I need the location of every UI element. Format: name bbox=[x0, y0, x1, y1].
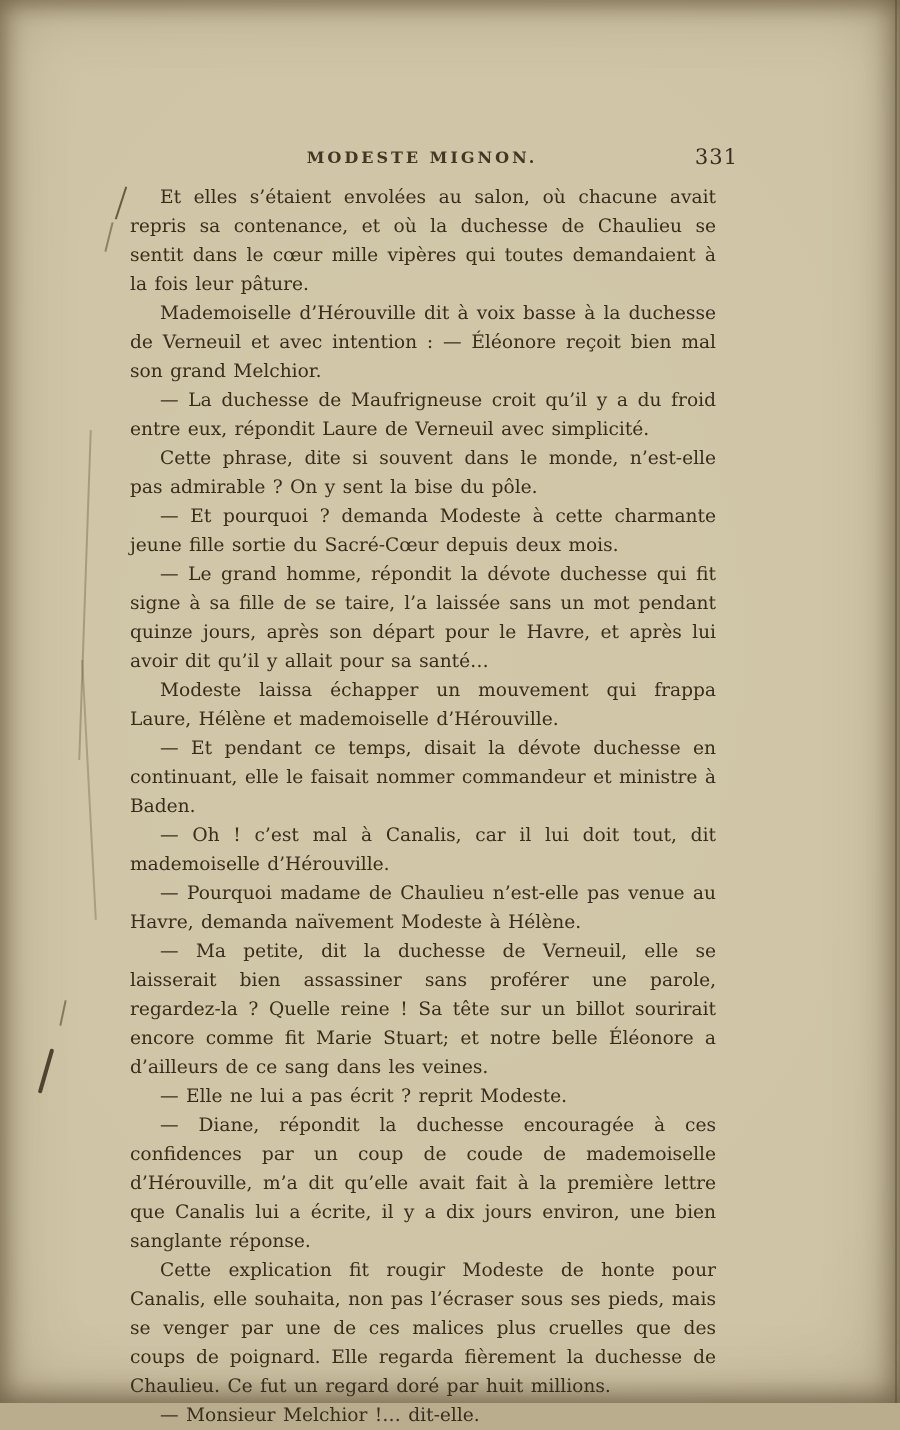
page-header bbox=[130, 145, 738, 178]
margin-ink-stroke bbox=[59, 1000, 66, 1026]
paragraph: — Oh ! c’est mal à Canalis, car il lui doit tout, dit mademoiselle d’Hérouville. bbox=[130, 825, 716, 875]
paragraph: — La duchesse de Maufrigneuse croit qu’il y a du froid entre eux, répondit Laure de Verneuil avec simplicité. bbox=[130, 390, 716, 440]
margin-pen-mark bbox=[81, 660, 96, 920]
paragraph: — Le grand homme, répondit la dévote duchesse qui fit signe à sa fille de se taire, l’a laissée sans un mot pendant quinze jours, après son départ pour le Havre, et après lui avoir dit qu’il y allait pour sa santé… bbox=[130, 564, 716, 672]
margin-ink-stroke bbox=[38, 1048, 55, 1093]
paragraph: — Pourquoi madame de Chaulieu n’est-elle pas venue au Havre, demanda naïvement Modeste à Hélène. bbox=[130, 883, 716, 933]
paragraph: — Et pendant ce temps, disait la dévote duchesse en continuant, elle le faisait nommer commandeur et ministre à Baden. bbox=[130, 738, 716, 817]
paragraph: — Elle ne lui a pas écrit ? reprit Modeste. bbox=[160, 1086, 568, 1107]
paragraph: — Et pourquoi ? demanda Modeste à cette charmante jeune fille sortie du Sacré-Cœur depuis deux mois. bbox=[130, 506, 716, 556]
paragraph: Cette explication fit rougir Modeste de honte pour Canalis, elle souhaita, non pas l’écraser sous ses pieds, mais se venger par une de ces malices plus cruelles que des coups de poignard. Elle regarda fièrement la duchesse de Chaulieu. Ce fut un regard doré par huit millions. bbox=[130, 1260, 716, 1397]
page-number: 331 bbox=[694, 145, 738, 169]
running-title: MODESTE MIGNON. bbox=[306, 148, 538, 167]
paragraph: Et elles s’étaient envolées au salon, où chacune avait repris sa contenance, et où la duchesse de Chaulieu se sentit dans le cœur mille vipères qui toutes demandaient à la fois leur pâture. bbox=[130, 187, 716, 295]
paragraph: Mademoiselle d’Hérouville dit à voix basse à la duchesse de Verneuil et avec intention : — Éléonore reçoit bien mal son grand Melchior. bbox=[130, 303, 716, 382]
paragraph: Cette phrase, dite si souvent dans le monde, n’est-elle pas admirable ? On y sent la bise du pôle. bbox=[130, 448, 716, 498]
paragraph: — Monsieur Melchior !… dit-elle. bbox=[160, 1405, 480, 1426]
body-text bbox=[130, 183, 716, 1430]
paragraph: — Ma petite, dit la duchesse de Verneuil, elle se laisserait bien assassiner sans proférer une parole, regardez-la ? Quelle reine ! Sa tête sur un billot sourirait encore comme fit Marie Stuart; et notre belle Éléonore a d’ailleurs de ce sang dans les veines. bbox=[130, 941, 716, 1078]
paragraph: Modeste laissa échapper un mouvement qui frappa Laure, Hélène et mademoiselle d’Hérouville. bbox=[130, 680, 716, 730]
paragraph: — Diane, répondit la duchesse encouragée à ces confidences par un coup de coude de mademoiselle d’Hérouville, m’a dit qu’elle avait fait à la première lettre que Canalis lui a écrite, il y a dix jours environ, une bien sanglante réponse. bbox=[130, 1115, 716, 1252]
margin-pen-mark bbox=[78, 430, 91, 760]
margin-pen-mark bbox=[115, 187, 127, 220]
margin-pen-mark bbox=[104, 222, 113, 252]
